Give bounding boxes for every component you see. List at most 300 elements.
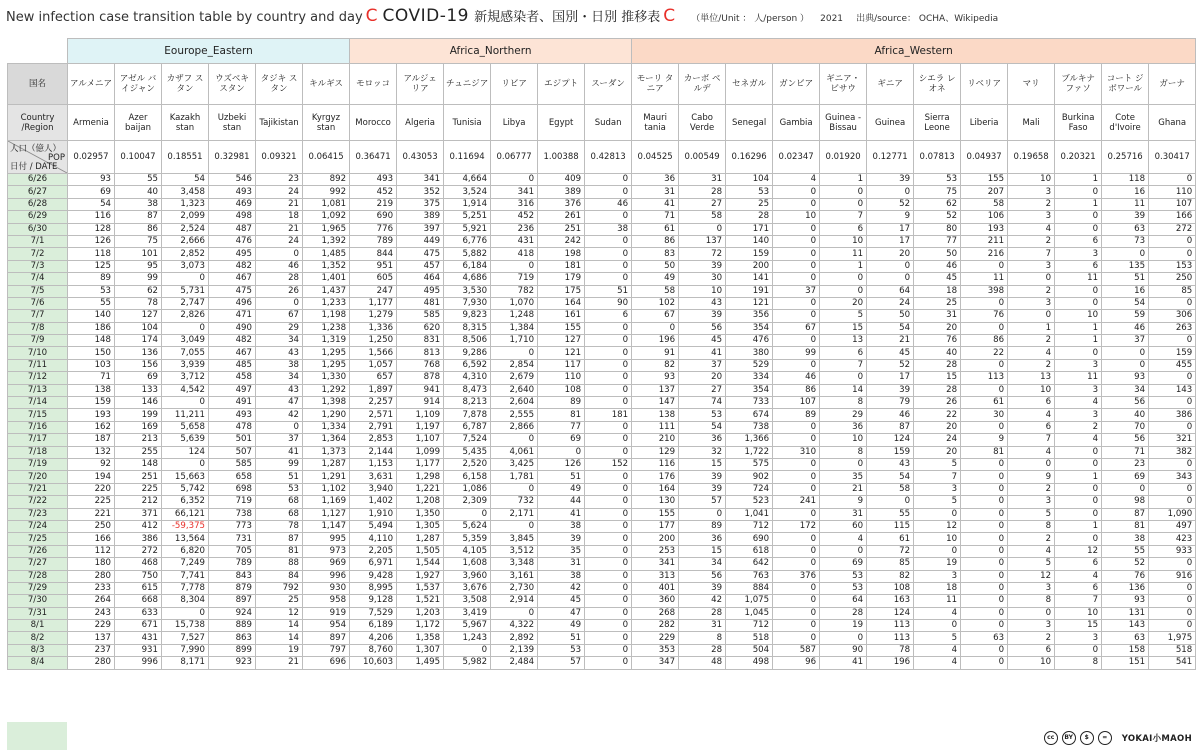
value-cell: 1,107 bbox=[397, 434, 444, 446]
value-cell: 3 bbox=[1008, 211, 1055, 223]
value-cell: 137 bbox=[679, 235, 726, 247]
title-english: New infection case transition table by country and day bbox=[6, 10, 363, 25]
value-cell: 241 bbox=[773, 496, 820, 508]
value-cell: 14 bbox=[256, 632, 303, 644]
value-cell: 0 bbox=[585, 632, 632, 644]
value-cell: 76 bbox=[961, 310, 1008, 322]
value-cell: 121 bbox=[538, 347, 585, 359]
value-cell: 0 bbox=[1149, 174, 1196, 186]
value-cell: 1,330 bbox=[303, 372, 350, 384]
value-cell: 57 bbox=[679, 496, 726, 508]
value-cell: 49 bbox=[538, 483, 585, 495]
value-cell: 705 bbox=[209, 545, 256, 557]
date-cell: 7/1 bbox=[8, 235, 68, 247]
country-en-name: Libya bbox=[491, 105, 538, 141]
value-cell: 4 bbox=[1055, 397, 1102, 409]
value-cell: 493 bbox=[350, 174, 397, 186]
table-row bbox=[8, 434, 1196, 446]
value-cell: 0 bbox=[820, 198, 867, 210]
value-cell: 476 bbox=[726, 335, 773, 347]
value-cell: 8,304 bbox=[162, 595, 209, 607]
value-cell: 12 bbox=[914, 520, 961, 532]
value-cell: 2,257 bbox=[350, 397, 397, 409]
value-cell: 176 bbox=[632, 471, 679, 483]
value-cell: 64 bbox=[867, 285, 914, 297]
value-cell: 495 bbox=[209, 248, 256, 260]
value-cell: 191 bbox=[726, 285, 773, 297]
value-cell: 495 bbox=[397, 285, 444, 297]
value-cell: 22 bbox=[961, 347, 1008, 359]
value-cell: 0 bbox=[585, 372, 632, 384]
value-cell: 4,322 bbox=[491, 620, 538, 632]
value-cell: 1,975 bbox=[1149, 632, 1196, 644]
value-cell: 0 bbox=[585, 471, 632, 483]
value-cell: 78 bbox=[115, 297, 162, 309]
value-cell: 110 bbox=[538, 372, 585, 384]
value-cell: 89 bbox=[773, 409, 820, 421]
value-cell: 3,161 bbox=[491, 570, 538, 582]
value-cell: 2,640 bbox=[491, 384, 538, 396]
date-cell: 7/13 bbox=[8, 384, 68, 396]
value-cell: 28 bbox=[679, 644, 726, 656]
value-cell: 42 bbox=[679, 595, 726, 607]
value-cell: 28 bbox=[820, 607, 867, 619]
value-cell: 8,213 bbox=[444, 397, 491, 409]
country-jp-name: ギニア bbox=[867, 64, 914, 105]
title-year: 2021 bbox=[820, 14, 844, 24]
footer bbox=[1044, 730, 1192, 746]
value-cell: 118 bbox=[1102, 174, 1149, 186]
value-cell: 5 bbox=[1008, 558, 1055, 570]
value-cell: 386 bbox=[115, 533, 162, 545]
value-cell: 55 bbox=[115, 174, 162, 186]
value-cell: 0 bbox=[1055, 297, 1102, 309]
value-cell: 5,731 bbox=[162, 285, 209, 297]
country-jp-name: シエラ レオネ bbox=[914, 64, 961, 105]
value-cell: 615 bbox=[115, 582, 162, 594]
value-cell: 50 bbox=[867, 310, 914, 322]
value-cell: 54 bbox=[68, 198, 115, 210]
value-cell: 56 bbox=[679, 322, 726, 334]
value-cell: 12 bbox=[1008, 570, 1055, 582]
value-cell: 343 bbox=[1149, 471, 1196, 483]
date-cell: 7/30 bbox=[8, 595, 68, 607]
value-cell: 0 bbox=[773, 235, 820, 247]
value-cell: 0 bbox=[867, 496, 914, 508]
value-cell: 113 bbox=[867, 632, 914, 644]
value-cell: 61 bbox=[961, 397, 1008, 409]
value-cell: 24 bbox=[256, 235, 303, 247]
value-cell: 529 bbox=[726, 359, 773, 371]
value-cell: 45 bbox=[867, 347, 914, 359]
value-cell: 2 bbox=[1008, 359, 1055, 371]
value-cell: 575 bbox=[726, 458, 773, 470]
value-cell: 3,631 bbox=[350, 471, 397, 483]
value-cell: 6 bbox=[1008, 397, 1055, 409]
value-cell: 933 bbox=[1149, 545, 1196, 557]
value-cell: 37 bbox=[679, 359, 726, 371]
value-cell: 43 bbox=[867, 458, 914, 470]
value-cell: 225 bbox=[68, 496, 115, 508]
value-cell: 7,878 bbox=[444, 409, 491, 421]
value-cell: 93 bbox=[1102, 372, 1149, 384]
value-cell: 2,171 bbox=[491, 508, 538, 520]
date-cell: 7/26 bbox=[8, 545, 68, 557]
value-cell: 17 bbox=[867, 235, 914, 247]
value-cell: 40 bbox=[914, 347, 961, 359]
table-row bbox=[8, 273, 1196, 285]
value-cell: 121 bbox=[726, 297, 773, 309]
value-cell: 0 bbox=[961, 582, 1008, 594]
value-cell: 468 bbox=[115, 558, 162, 570]
value-cell: 180 bbox=[68, 558, 115, 570]
date-cell: 7/10 bbox=[8, 347, 68, 359]
country-jp-name: チュニジア bbox=[444, 64, 491, 105]
value-cell: 26 bbox=[914, 397, 961, 409]
value-cell: 8 bbox=[1008, 595, 1055, 607]
value-cell: 135 bbox=[1102, 260, 1149, 272]
value-cell: 78 bbox=[256, 520, 303, 532]
value-cell: 29 bbox=[820, 409, 867, 421]
value-cell: 96 bbox=[773, 657, 820, 669]
value-cell: 11 bbox=[914, 595, 961, 607]
value-cell: 0 bbox=[585, 558, 632, 570]
value-cell: 0 bbox=[1055, 211, 1102, 223]
value-cell: 380 bbox=[726, 347, 773, 359]
value-cell: 6 bbox=[1055, 558, 1102, 570]
value-cell: 39 bbox=[679, 310, 726, 322]
value-cell: 7 bbox=[914, 471, 961, 483]
value-cell: 0 bbox=[585, 644, 632, 656]
value-cell: 62 bbox=[115, 285, 162, 297]
value-cell: 200 bbox=[726, 260, 773, 272]
value-cell: 127 bbox=[538, 335, 585, 347]
value-cell: 264 bbox=[68, 595, 115, 607]
country-en-name: Algeria bbox=[397, 105, 444, 141]
value-cell: 2,914 bbox=[491, 595, 538, 607]
value-cell: 1,319 bbox=[303, 335, 350, 347]
value-cell: 496 bbox=[209, 297, 256, 309]
value-cell: 124 bbox=[867, 607, 914, 619]
value-cell: 0 bbox=[1055, 496, 1102, 508]
value-cell: 6 bbox=[585, 310, 632, 322]
value-cell: 844 bbox=[350, 248, 397, 260]
value-cell: 789 bbox=[350, 235, 397, 247]
value-cell: 151 bbox=[1102, 657, 1149, 669]
value-cell: 321 bbox=[1149, 434, 1196, 446]
value-cell: 1,086 bbox=[444, 483, 491, 495]
pop-label-en: POP bbox=[48, 153, 65, 163]
table-row bbox=[8, 211, 1196, 223]
value-cell: 0 bbox=[867, 260, 914, 272]
value-cell: 0 bbox=[773, 434, 820, 446]
value-cell: 74 bbox=[679, 397, 726, 409]
value-cell: 11,211 bbox=[162, 409, 209, 421]
value-cell: 36 bbox=[820, 421, 867, 433]
value-cell: 38 bbox=[538, 570, 585, 582]
value-cell: 0 bbox=[961, 545, 1008, 557]
country-en-name: Sudan bbox=[585, 105, 632, 141]
value-cell: 7,778 bbox=[162, 582, 209, 594]
value-cell: 1,352 bbox=[303, 260, 350, 272]
header-en-label: Country /Region bbox=[8, 105, 68, 141]
value-cell: 194 bbox=[68, 471, 115, 483]
value-cell: 63 bbox=[1102, 632, 1149, 644]
table-row bbox=[8, 310, 1196, 322]
value-cell: 0 bbox=[585, 186, 632, 198]
value-cell: 2 bbox=[1008, 198, 1055, 210]
infection-table bbox=[7, 38, 1196, 670]
table-row bbox=[8, 657, 1196, 669]
population-cell: 0.04937 bbox=[961, 141, 1008, 174]
date-cell: 7/20 bbox=[8, 471, 68, 483]
value-cell: 7,249 bbox=[162, 558, 209, 570]
value-cell: 750 bbox=[115, 570, 162, 582]
population-cell: 0.00549 bbox=[679, 141, 726, 174]
value-cell: 90 bbox=[585, 297, 632, 309]
value-cell: 1,437 bbox=[303, 285, 350, 297]
value-cell: 2 bbox=[1008, 632, 1055, 644]
value-cell: 79 bbox=[867, 397, 914, 409]
value-cell: 8 bbox=[1055, 657, 1102, 669]
value-cell: 103 bbox=[68, 359, 115, 371]
value-cell: 0 bbox=[585, 657, 632, 669]
value-cell: 0 bbox=[773, 508, 820, 520]
value-cell: 423 bbox=[1149, 533, 1196, 545]
value-cell: 18 bbox=[914, 582, 961, 594]
population-cell: 0.09321 bbox=[256, 141, 303, 174]
value-cell: 487 bbox=[209, 223, 256, 235]
value-cell: 130 bbox=[632, 496, 679, 508]
population-cell: 0.06415 bbox=[303, 141, 350, 174]
value-cell: 892 bbox=[303, 174, 350, 186]
value-cell: 0 bbox=[1102, 483, 1149, 495]
table-row bbox=[8, 285, 1196, 297]
value-cell: 10 bbox=[1055, 310, 1102, 322]
value-cell: 0 bbox=[867, 186, 914, 198]
value-cell: 0 bbox=[1149, 496, 1196, 508]
table-row bbox=[8, 248, 1196, 260]
value-cell: 6,592 bbox=[444, 359, 491, 371]
value-cell: 995 bbox=[303, 533, 350, 545]
value-cell: 11 bbox=[1055, 372, 1102, 384]
value-cell: 126 bbox=[68, 235, 115, 247]
value-cell: 35 bbox=[538, 545, 585, 557]
title-mark: C bbox=[365, 6, 378, 26]
population-cell: 0.30417 bbox=[1149, 141, 1196, 174]
value-cell: 455 bbox=[1149, 359, 1196, 371]
population-cell: 0.16296 bbox=[726, 141, 773, 174]
value-cell: 5,359 bbox=[444, 533, 491, 545]
value-cell: 52 bbox=[867, 359, 914, 371]
table-row bbox=[8, 335, 1196, 347]
value-cell: 1,295 bbox=[303, 359, 350, 371]
population-row bbox=[8, 141, 1196, 174]
value-cell: 102 bbox=[632, 297, 679, 309]
value-cell: 1,279 bbox=[350, 310, 397, 322]
value-cell: 0 bbox=[773, 545, 820, 557]
value-cell: 1,914 bbox=[444, 198, 491, 210]
value-cell: 141 bbox=[726, 273, 773, 285]
value-cell: 21 bbox=[820, 483, 867, 495]
value-cell: 992 bbox=[303, 186, 350, 198]
value-cell: 38 bbox=[256, 359, 303, 371]
value-cell: 27 bbox=[679, 198, 726, 210]
value-cell: 115 bbox=[867, 520, 914, 532]
value-cell: 0 bbox=[585, 211, 632, 223]
value-cell: 0 bbox=[820, 273, 867, 285]
value-cell: 118 bbox=[68, 248, 115, 260]
value-cell: 674 bbox=[726, 409, 773, 421]
value-cell: 642 bbox=[726, 558, 773, 570]
population-cell: 0.12771 bbox=[867, 141, 914, 174]
value-cell: 13 bbox=[820, 335, 867, 347]
value-cell: 0 bbox=[773, 421, 820, 433]
value-cell: 0 bbox=[444, 508, 491, 520]
value-cell: 41 bbox=[256, 446, 303, 458]
value-cell: 1,041 bbox=[726, 508, 773, 520]
country-jp-name: マリ bbox=[1008, 64, 1055, 105]
table-row bbox=[8, 558, 1196, 570]
value-cell: 1,090 bbox=[1149, 508, 1196, 520]
value-cell: 1,384 bbox=[491, 322, 538, 334]
country-en-name: Armenia bbox=[68, 105, 115, 141]
value-cell: 0 bbox=[585, 384, 632, 396]
value-cell: 1 bbox=[1055, 198, 1102, 210]
table-row bbox=[8, 545, 1196, 557]
date-cell: 7/23 bbox=[8, 508, 68, 520]
value-cell: 140 bbox=[68, 310, 115, 322]
table-row bbox=[8, 384, 1196, 396]
country-jp-name: カーボ ベルデ bbox=[679, 64, 726, 105]
value-cell: 38 bbox=[115, 198, 162, 210]
value-cell: 87 bbox=[115, 211, 162, 223]
value-cell: 4,686 bbox=[444, 273, 491, 285]
value-cell: 889 bbox=[209, 620, 256, 632]
value-cell: 916 bbox=[1149, 570, 1196, 582]
value-cell: 20 bbox=[914, 322, 961, 334]
value-cell: 0 bbox=[585, 496, 632, 508]
value-cell: 39 bbox=[867, 384, 914, 396]
value-cell: 21 bbox=[256, 223, 303, 235]
value-cell: 0 bbox=[679, 508, 726, 520]
value-cell: 1,485 bbox=[303, 248, 350, 260]
value-cell: 146 bbox=[115, 397, 162, 409]
value-cell: 2 bbox=[1008, 483, 1055, 495]
value-cell: 107 bbox=[773, 397, 820, 409]
population-cell: 0.01920 bbox=[820, 141, 867, 174]
value-cell: 0 bbox=[1149, 595, 1196, 607]
value-cell: 5,658 bbox=[162, 421, 209, 433]
date-cell: 7/8 bbox=[8, 322, 68, 334]
value-cell: 24 bbox=[867, 297, 914, 309]
value-cell: 196 bbox=[867, 657, 914, 669]
value-cell: 101 bbox=[115, 248, 162, 260]
value-cell: 6,776 bbox=[444, 235, 491, 247]
value-cell: 797 bbox=[303, 644, 350, 656]
value-cell: 0 bbox=[585, 520, 632, 532]
value-cell: 0 bbox=[585, 421, 632, 433]
value-cell: 0 bbox=[585, 607, 632, 619]
value-cell: 8,760 bbox=[350, 644, 397, 656]
value-cell: 776 bbox=[350, 223, 397, 235]
value-cell: 0 bbox=[1055, 347, 1102, 359]
value-cell: 47 bbox=[256, 397, 303, 409]
value-cell: 0 bbox=[1149, 297, 1196, 309]
value-cell: 4,061 bbox=[491, 446, 538, 458]
value-cell: 68 bbox=[256, 508, 303, 520]
value-cell: 773 bbox=[209, 520, 256, 532]
value-cell: 39 bbox=[1102, 211, 1149, 223]
value-cell: 2,555 bbox=[491, 409, 538, 421]
value-cell: 4 bbox=[1008, 409, 1055, 421]
value-cell: 1,102 bbox=[303, 483, 350, 495]
value-cell: 0 bbox=[491, 260, 538, 272]
value-cell: 3,940 bbox=[350, 483, 397, 495]
value-cell: 138 bbox=[632, 409, 679, 421]
value-cell: 15 bbox=[679, 545, 726, 557]
value-cell: 5,494 bbox=[350, 520, 397, 532]
value-cell: 282 bbox=[632, 620, 679, 632]
value-cell: 4 bbox=[914, 644, 961, 656]
value-cell: 12 bbox=[1055, 545, 1102, 557]
date-cell: 7/24 bbox=[8, 520, 68, 532]
value-cell: 1,305 bbox=[397, 520, 444, 532]
value-cell: 9 bbox=[1008, 471, 1055, 483]
value-cell: 7 bbox=[1055, 595, 1102, 607]
value-cell: 250 bbox=[68, 520, 115, 532]
value-cell: 0 bbox=[773, 310, 820, 322]
value-cell: 3,939 bbox=[162, 359, 209, 371]
table-row bbox=[8, 620, 1196, 632]
value-cell: 0 bbox=[773, 620, 820, 632]
value-cell: 0 bbox=[1055, 508, 1102, 520]
value-cell: 0 bbox=[1008, 458, 1055, 470]
value-cell: 0 bbox=[585, 322, 632, 334]
value-cell: 5 bbox=[820, 310, 867, 322]
value-cell: 1,243 bbox=[444, 632, 491, 644]
value-cell: 4,664 bbox=[444, 174, 491, 186]
value-cell: 34 bbox=[679, 558, 726, 570]
value-cell: 8,506 bbox=[444, 335, 491, 347]
value-cell: 113 bbox=[867, 620, 914, 632]
table-row bbox=[8, 582, 1196, 594]
value-cell: 1,373 bbox=[303, 446, 350, 458]
value-cell: 0 bbox=[961, 558, 1008, 570]
value-cell: 7,990 bbox=[162, 644, 209, 656]
value-cell: 99 bbox=[773, 347, 820, 359]
value-cell: 1,099 bbox=[397, 446, 444, 458]
value-cell: 52 bbox=[1102, 558, 1149, 570]
value-cell: 8,995 bbox=[350, 582, 397, 594]
date-cell: 7/7 bbox=[8, 310, 68, 322]
value-cell: 397 bbox=[397, 223, 444, 235]
value-cell: 0 bbox=[914, 508, 961, 520]
value-cell: 1 bbox=[1055, 322, 1102, 334]
value-cell: 0 bbox=[585, 582, 632, 594]
value-cell: 475 bbox=[397, 248, 444, 260]
value-cell: 2,144 bbox=[350, 446, 397, 458]
value-cell: 4 bbox=[1008, 545, 1055, 557]
value-cell: 0 bbox=[585, 174, 632, 186]
value-cell: 633 bbox=[115, 607, 162, 619]
value-cell: 4 bbox=[1055, 570, 1102, 582]
value-cell: 1 bbox=[820, 174, 867, 186]
value-cell: 51 bbox=[256, 471, 303, 483]
value-cell: 3 bbox=[1055, 409, 1102, 421]
value-cell: 6 bbox=[1008, 644, 1055, 656]
value-cell: 136 bbox=[1102, 582, 1149, 594]
